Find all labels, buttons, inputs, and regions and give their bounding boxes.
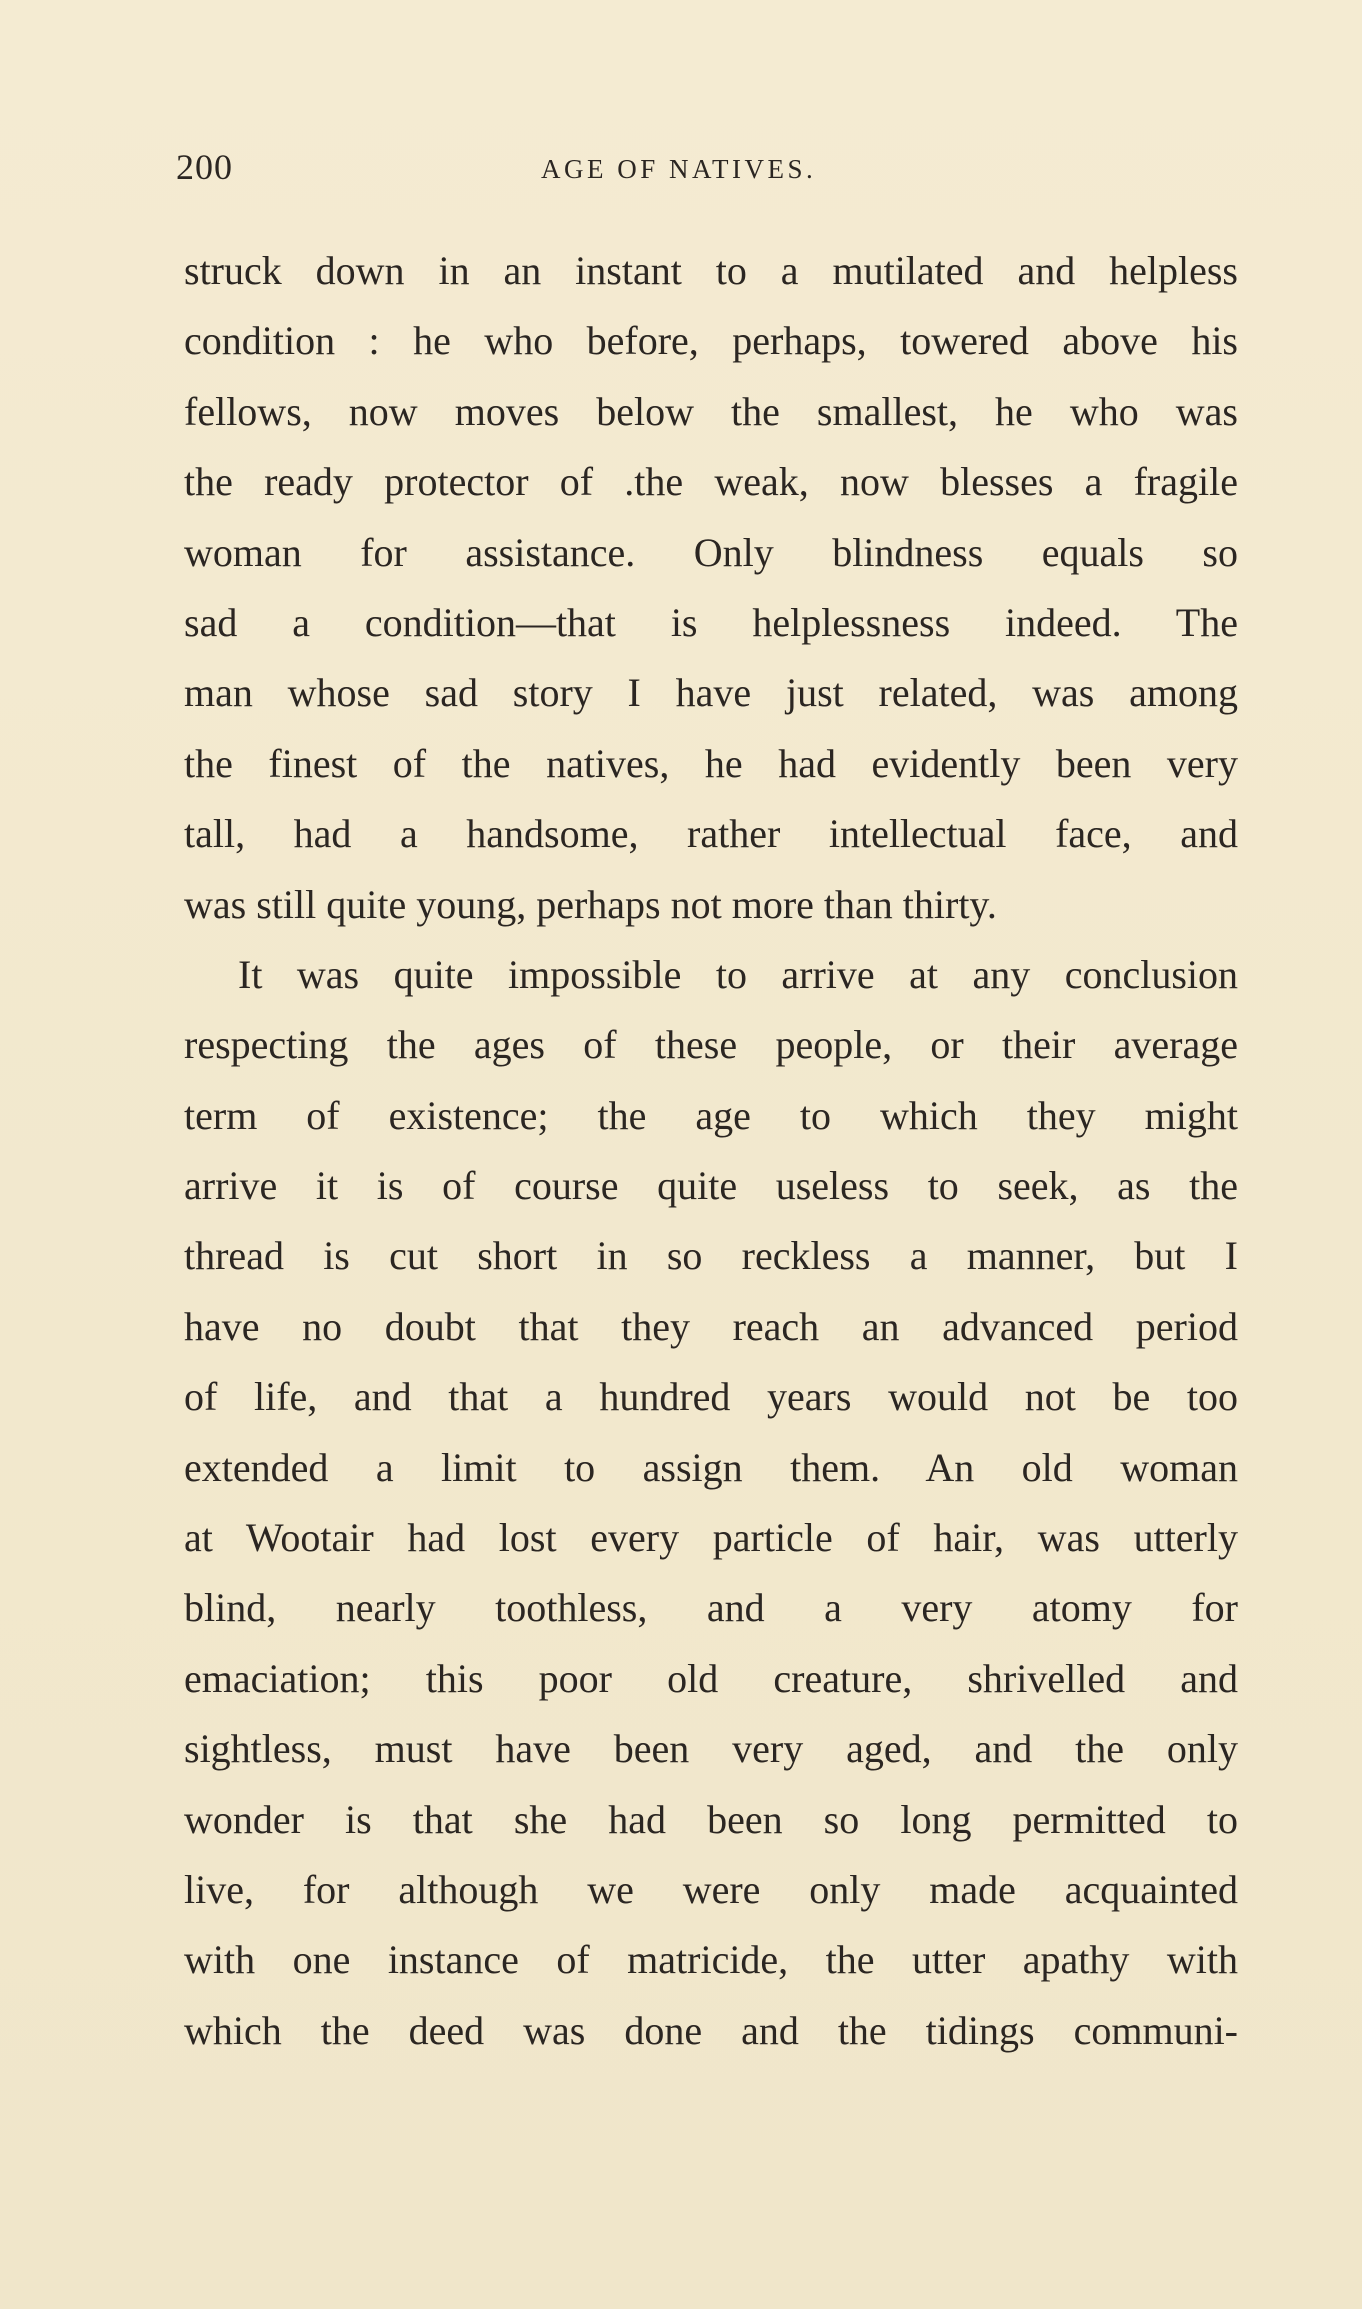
text-line: man whose sad story I have just related, was among (184, 670, 1238, 716)
page-header (176, 146, 1236, 196)
text-line: at Wootair had lost every particle of hair, was utterly (184, 1515, 1238, 1561)
text-line: sightless, must have been very aged, and the only (184, 1726, 1238, 1772)
text-line: which the deed was done and the tidings communi- (184, 2007, 1238, 2053)
text-line: extended a limit to assign them. An old woman (184, 1444, 1238, 1490)
text-line: emaciation; this poor old creature, shrivelled and (184, 1655, 1238, 1701)
body-text (184, 236, 1238, 2066)
text-line: with one instance of matricide, the utter apathy with (184, 1937, 1238, 1983)
page-number: 200 (176, 147, 233, 187)
text-line: the finest of the natives, he had evidently been very (184, 740, 1238, 786)
text-line: arrive it is of course quite useless to seek, as the (184, 1163, 1238, 1209)
text-line: sad a condition—that is helplessness indeed. The (184, 599, 1238, 645)
text-line: struck down in an instant to a mutilated and helpless (184, 248, 1238, 293)
text-line: wonder is that she had been so long permitted to (184, 1796, 1238, 1842)
text-line: thread is cut short in so reckless a manner, but I (184, 1233, 1238, 1279)
text-line: woman for assistance. Only blindness equals so (184, 529, 1238, 575)
text-line-paragraph-end: was still quite young, perhaps not more than thirty. (184, 881, 997, 927)
text-line: tall, had a handsome, rather intellectual face, and (184, 811, 1238, 857)
text-line: condition : he who before, perhaps, towered above his (184, 318, 1238, 364)
text-line: have no doubt that they reach an advanced period (184, 1303, 1238, 1349)
running-head: AGE OF NATIVES. (541, 154, 817, 184)
text-line: term of existence; the age to which they might (184, 1092, 1238, 1138)
text-line: respecting the ages of these people, or their average (184, 1022, 1238, 1068)
text-line: blind, nearly toothless, and a very atomy for (184, 1585, 1238, 1631)
text-line-paragraph-start: It was quite impossible to arrive at any conclusion (238, 951, 1238, 997)
text-line: live, for although we were only made acquainted (184, 1866, 1238, 1912)
text-line: of life, and that a hundred years would not be too (184, 1374, 1238, 1420)
text-line: the ready protector of .the weak, now blesses a fragile (184, 459, 1238, 505)
text-line: fellows, now moves below the smallest, he who was (184, 388, 1238, 434)
